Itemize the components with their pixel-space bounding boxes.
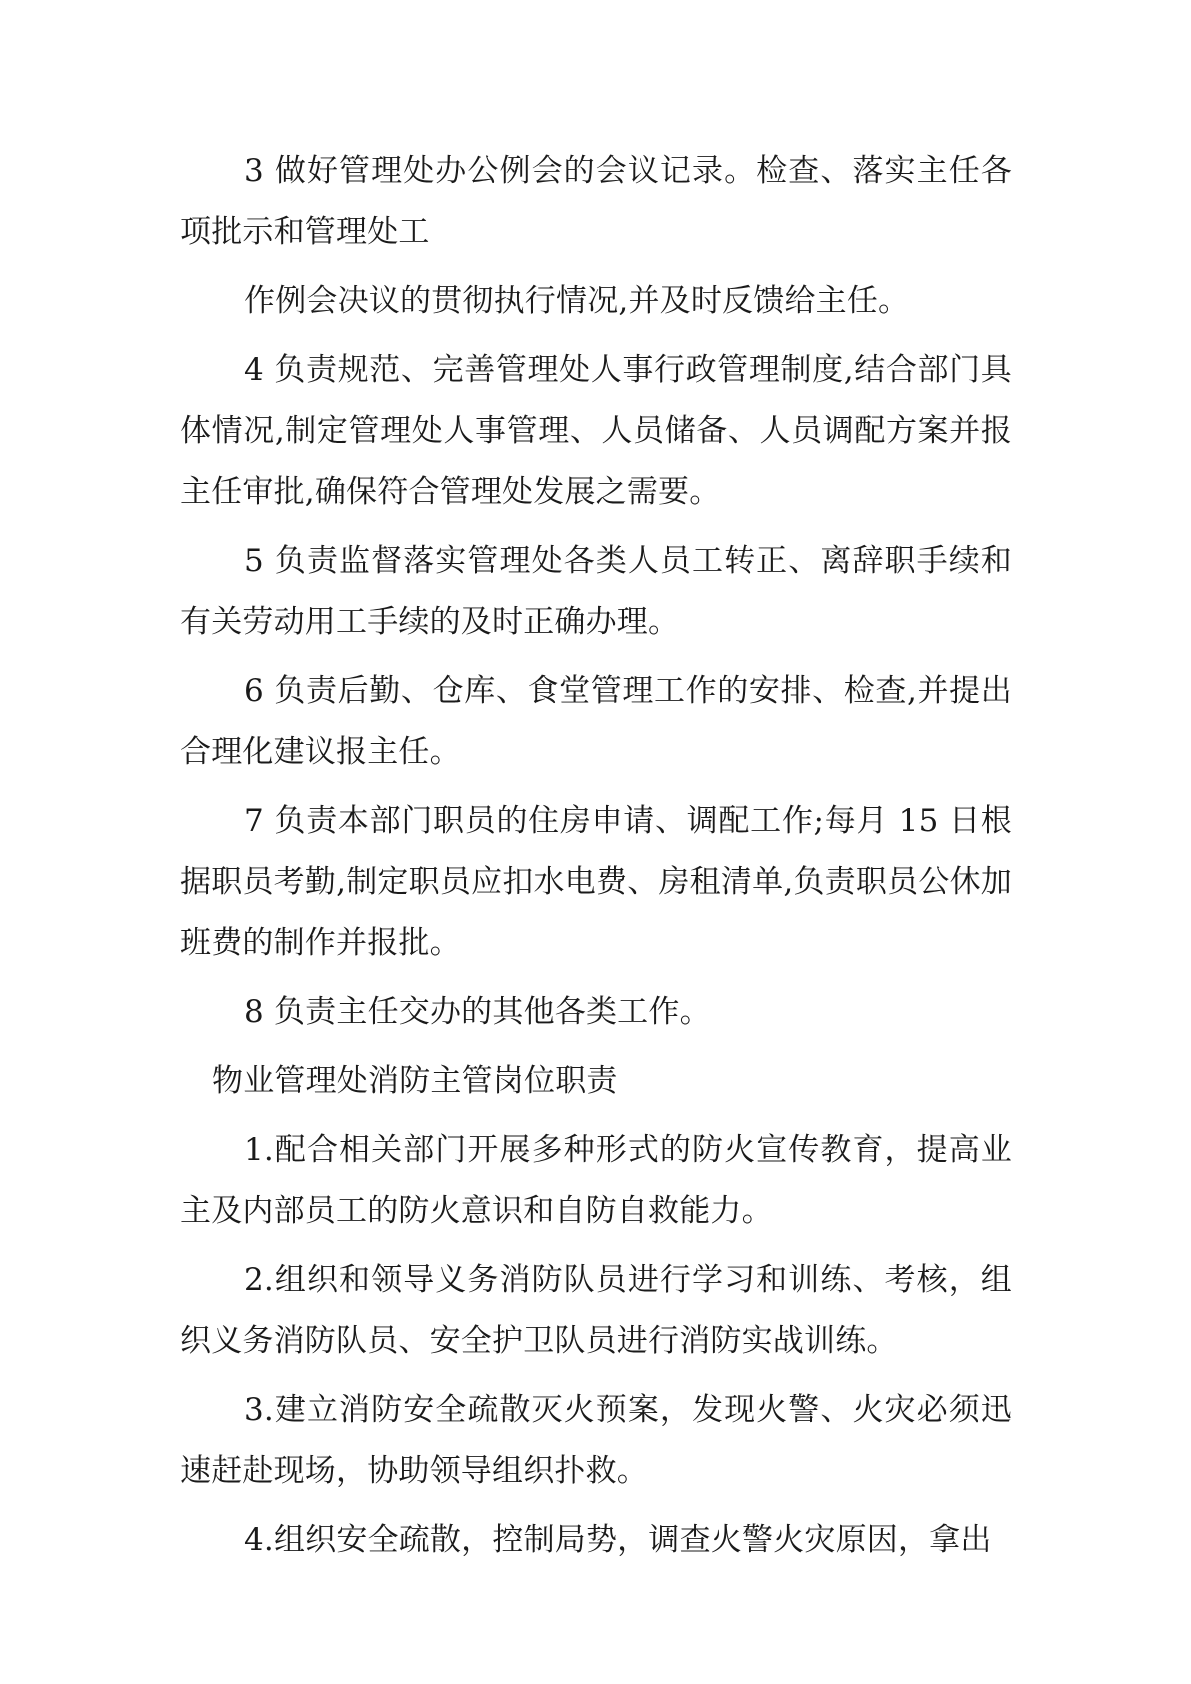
paragraph-item-7: 7 负责本部门职员的住房申请、调配工作;每月 15 日根据职员考勤,制定职员应扣水电费、房租清单,负责职员公休加班费的制作并报批。 — [180, 803, 1012, 961]
paragraph-item-5: 5 负责监督落实管理处各类人员工转正、离辞职手续和有关劳动用工手续的及时正确办理。 — [180, 543, 1012, 640]
section-paragraph-4: 4.组织安全疏散，控制局势，调查火警火灾原因，拿出 — [244, 1522, 992, 1558]
paragraph-item-6: 6 负责后勤、仓库、食堂管理工作的安排、检查,并提出合理化建议报主任。 — [180, 673, 1012, 770]
section-paragraph-2: 2.组织和领导义务消防队员进行学习和训练、考核，组织义务消防队员、安全护卫队员进行消防实战训练。 — [180, 1262, 1012, 1359]
paragraph-item-4: 4 负责规范、完善管理处人事行政管理制度,结合部门具体情况,制定管理处人事管理、人员储备、人员调配方案并报主任审批,确保符合管理处发展之需要。 — [180, 352, 1012, 510]
paragraph-item-3: 3 做好管理处办公例会的会议记录。检查、落实主任各项批示和管理处工 — [180, 153, 1012, 250]
document-body — [180, 141, 1012, 1579]
paragraph-continuation: 作例会决议的贯彻执行情况,并及时反馈给主任。 — [244, 283, 910, 319]
section-paragraph-1: 1.配合相关部门开展多种形式的防火宣传教育，提高业主及内部员工的防火意识和自防自救能力。 — [180, 1132, 1012, 1229]
section-title: 物业管理处消防主管岗位职责 — [212, 1063, 618, 1099]
section-paragraph-3: 3.建立消防安全疏散灭火预案，发现火警、火灾必须迅速赶赴现场，协助领导组织扑救。 — [180, 1392, 1012, 1489]
paragraph-item-8: 8 负责主任交办的其他各类工作。 — [244, 994, 711, 1030]
